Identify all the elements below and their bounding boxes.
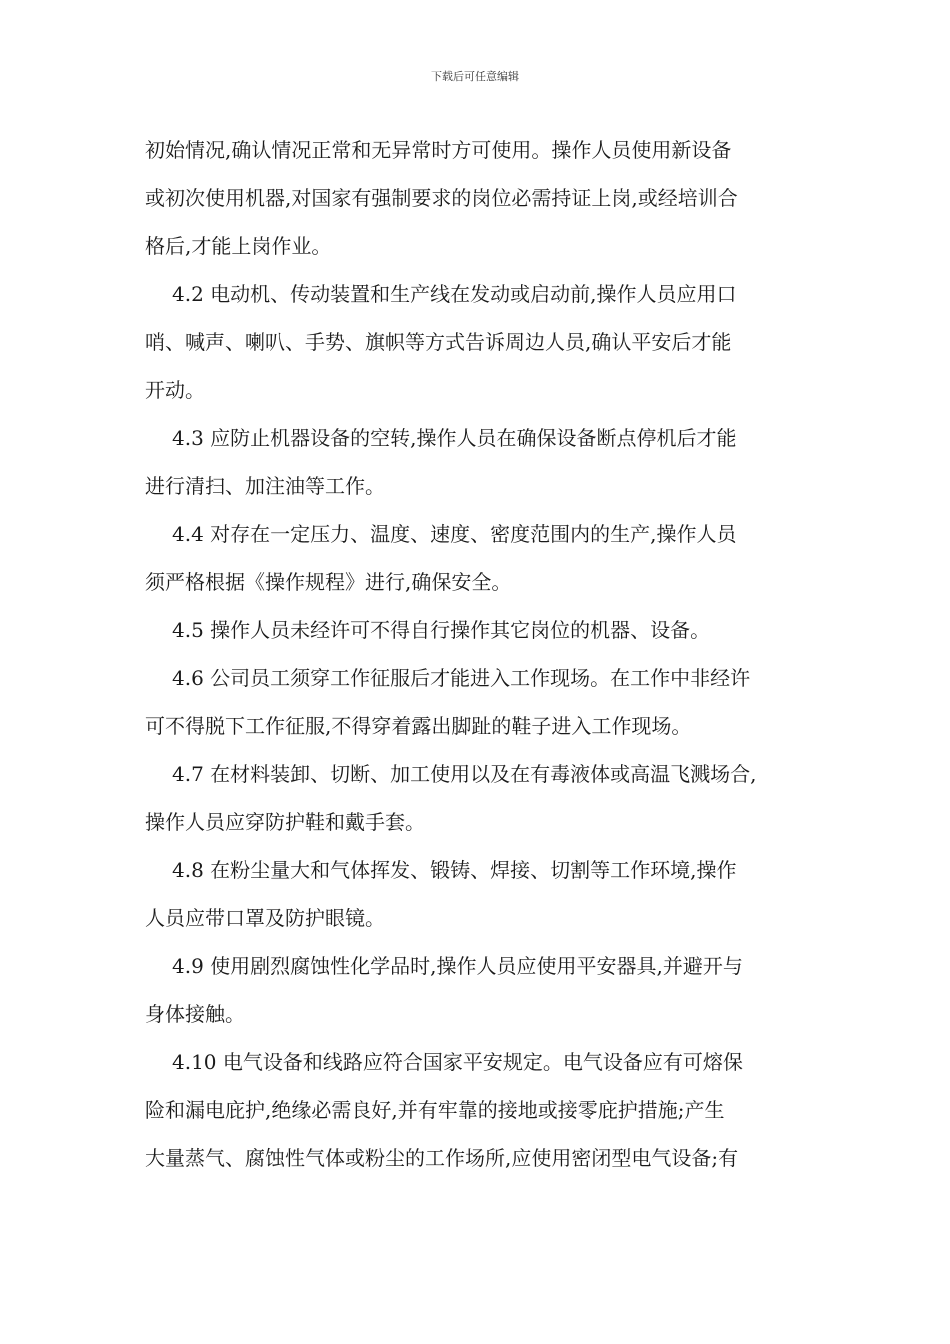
text-line: 开动。	[145, 378, 205, 402]
paragraph-4-2	[145, 274, 815, 418]
text-line: 须严格根据《操作规程》进行,确保安全。	[145, 570, 512, 594]
paragraph-4-9	[145, 946, 815, 1042]
text-line: 或初次使用机器,对国家有强制要求的岗位必需持证上岗,或经培训合	[145, 186, 738, 210]
document-body	[145, 130, 815, 1186]
paragraph-4-3	[145, 418, 815, 514]
text-line: 大量蒸气、腐蚀性气体或粉尘的工作场所,应使用密闭型电气设备;有	[145, 1146, 739, 1170]
text-line: 4.10 电气设备和线路应符合国家平安规定。电气设备应有可熔保	[172, 1050, 743, 1074]
paragraph-intro	[145, 130, 815, 274]
text-line: 身体接触。	[145, 1002, 245, 1026]
paragraph-4-4	[145, 514, 815, 610]
paragraph-4-5	[145, 610, 815, 658]
text-line: 4.3 应防止机器设备的空转,操作人员在确保设备断点停机后才能	[172, 426, 737, 450]
text-line: 4.4 对存在一定压力、温度、速度、密度范围内的生产,操作人员	[172, 522, 737, 546]
text-line: 4.8 在粉尘量大和气体挥发、锻铸、焊接、切割等工作环境,操作	[172, 858, 737, 882]
paragraph-4-7	[145, 754, 815, 850]
paragraph-4-8	[145, 850, 815, 946]
text-line: 可不得脱下工作征服,不得穿着露出脚趾的鞋子进入工作现场。	[145, 714, 692, 738]
text-line: 初始情况,确认情况正常和无异常时方可使用。操作人员使用新设备	[145, 138, 732, 162]
text-line: 格后,才能上岗作业。	[145, 234, 332, 258]
text-line: 哨、喊声、喇叭、手势、旗帜等方式告诉周边人员,确认平安后才能	[145, 330, 732, 354]
text-line: 4.7 在材料装卸、切断、加工使用以及在有毒液体或高温飞溅场合,	[172, 762, 757, 786]
text-line: 进行清扫、加注油等工作。	[145, 474, 385, 498]
text-line: 4.2 电动机、传动装置和生产线在发动或启动前,操作人员应用口	[172, 282, 737, 306]
paragraph-4-6	[145, 658, 815, 754]
text-line: 操作人员应穿防护鞋和戴手套。	[145, 810, 425, 834]
page-header: 下载后可任意编辑	[431, 70, 519, 83]
text-line: 险和漏电庇护,绝缘必需良好,并有牢靠的接地或接零庇护措施;产生	[145, 1098, 725, 1122]
text-line: 4.5 操作人员未经许可不得自行操作其它岗位的机器、设备。	[172, 618, 711, 642]
text-line: 4.6 公司员工须穿工作征服后才能进入工作现场。在工作中非经许	[172, 666, 751, 690]
text-line: 4.9 使用剧烈腐蚀性化学品时,操作人员应使用平安器具,并避开与	[172, 954, 743, 978]
text-line: 人员应带口罩及防护眼镜。	[145, 906, 385, 930]
paragraph-4-10	[145, 1042, 815, 1186]
